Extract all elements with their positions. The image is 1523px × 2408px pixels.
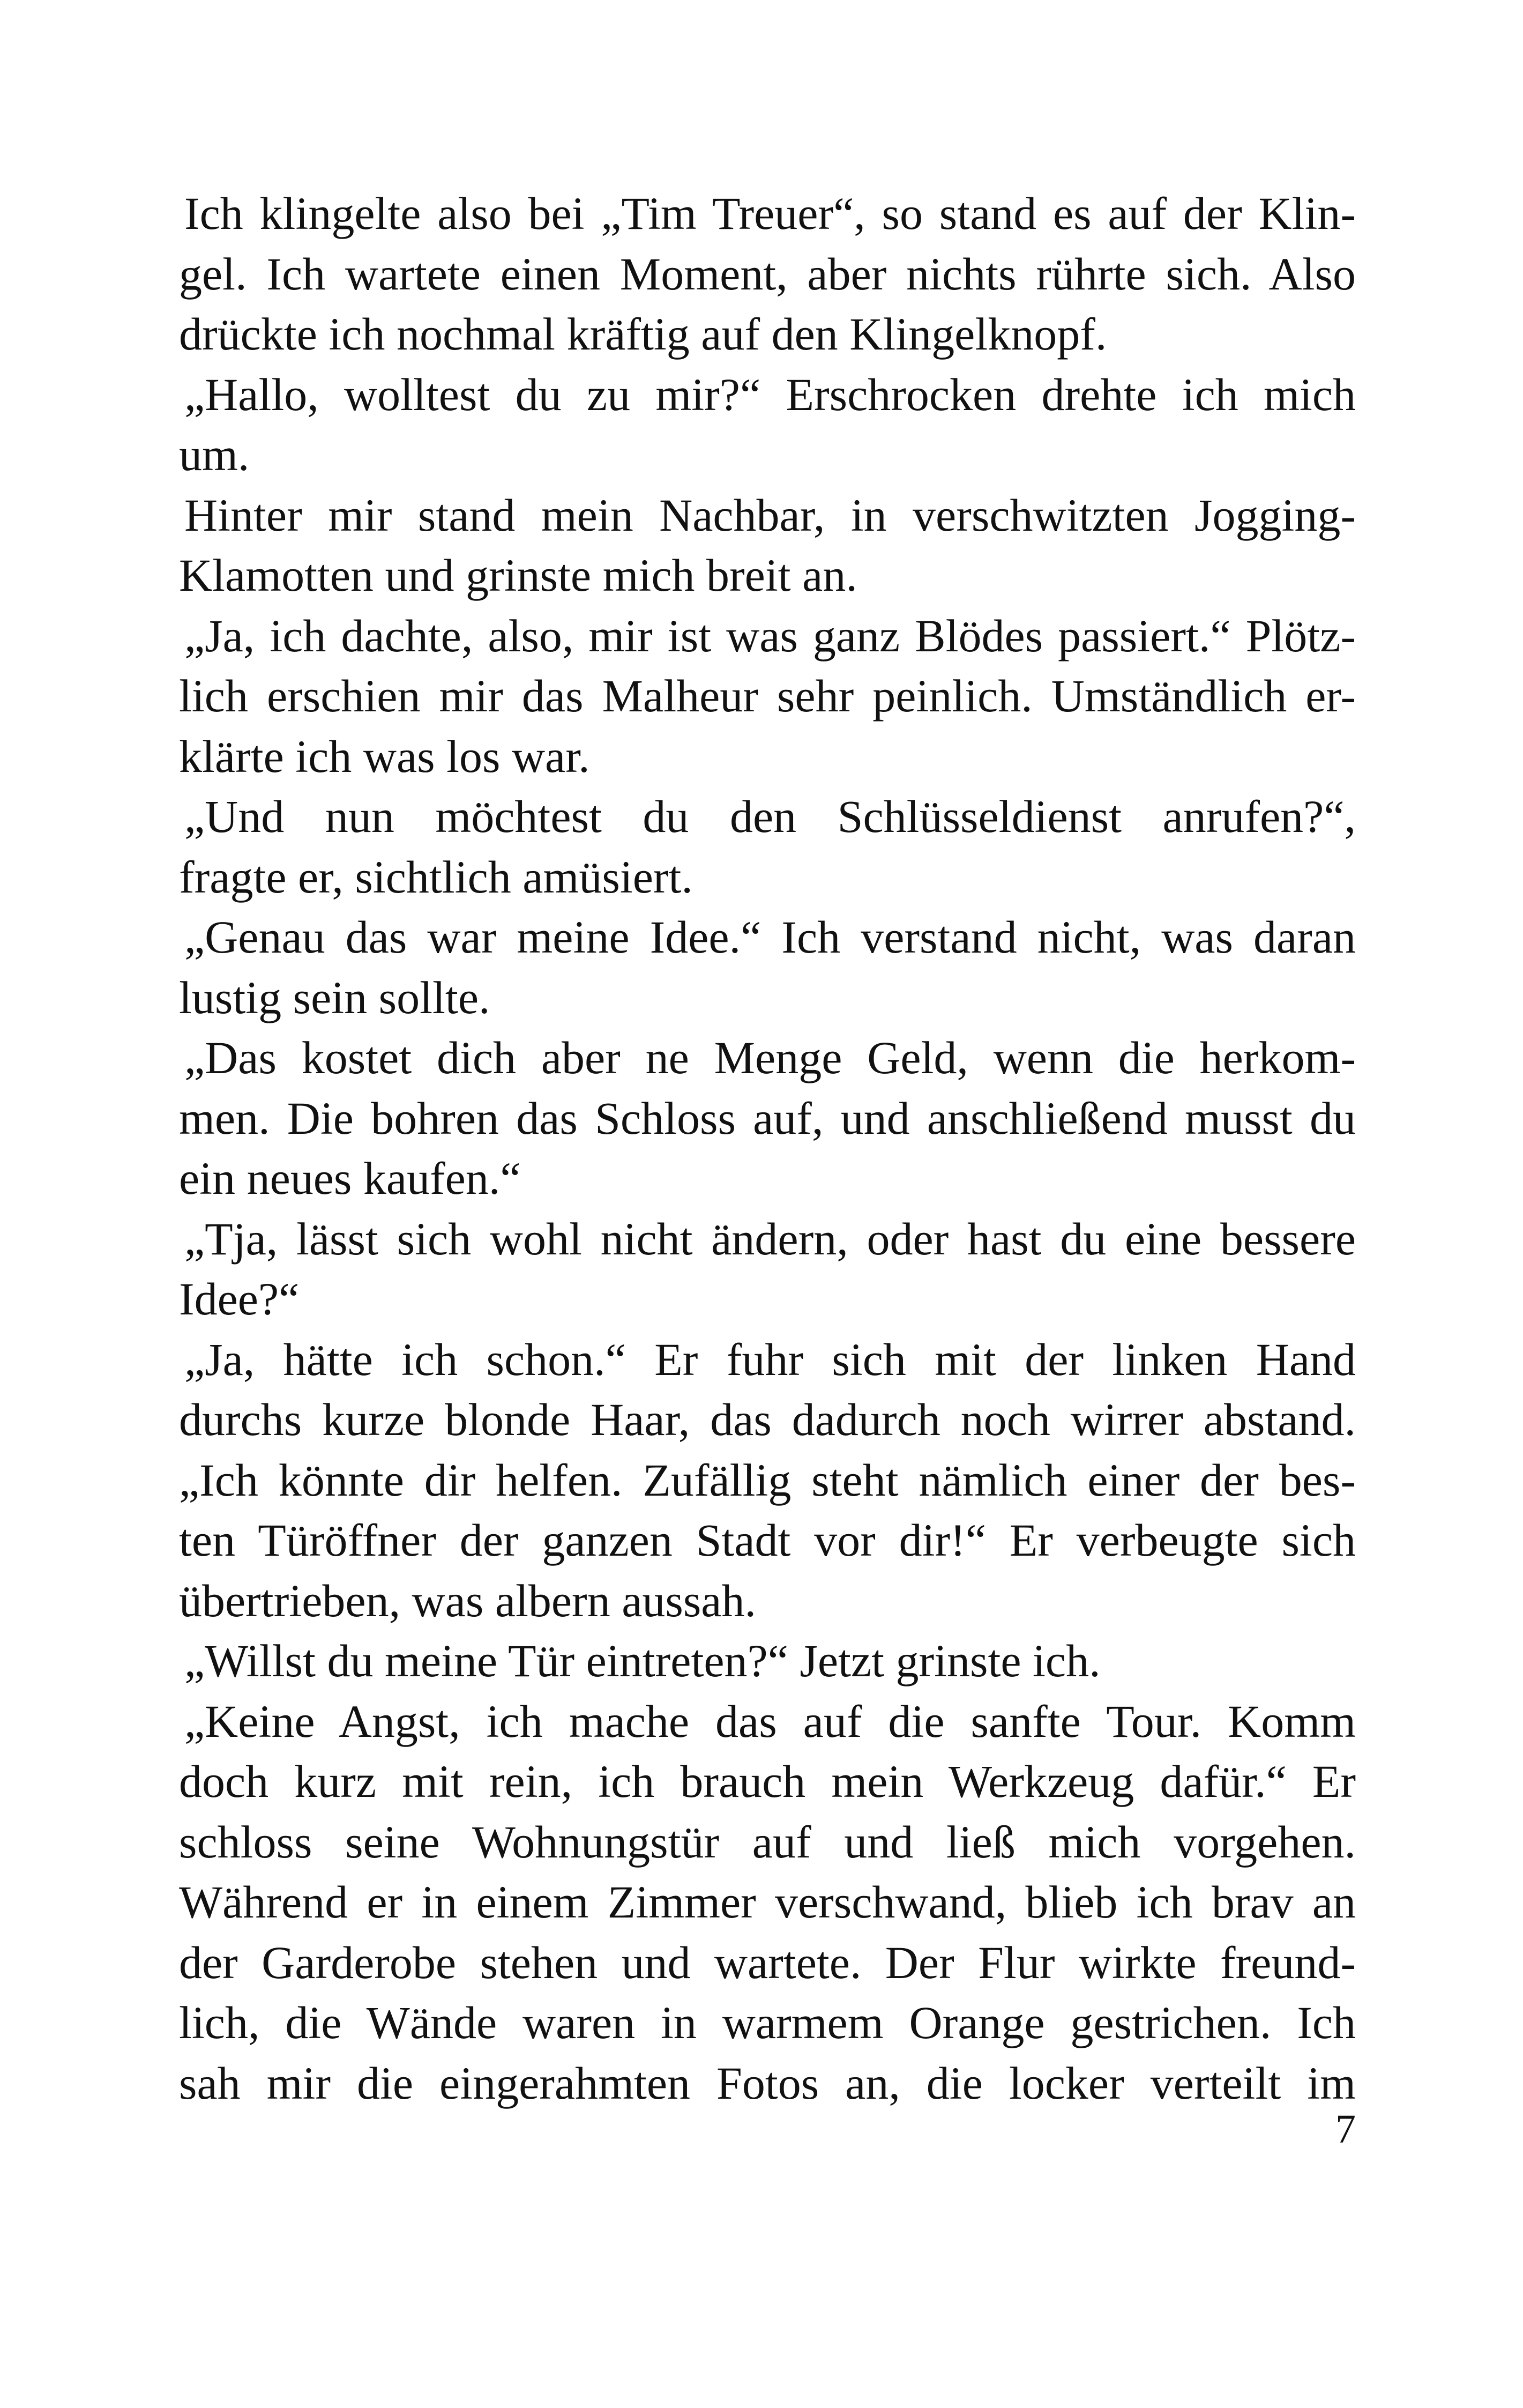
text-line: „Hallo, wolltest du zu mir?“ Erschrocken drehte ich mich	[184, 368, 1356, 420]
text-line: lich erschien mir das Malheur sehr peinlich. Umständlich er-	[179, 670, 1356, 722]
text-line: fragte er, sichtlich amüsiert.	[179, 851, 693, 903]
text-line: Ich klingelte also bei „Tim Treuer“, so stand es auf der Klin-	[184, 188, 1356, 239]
text-line: übertrieben, was albern aussah.	[179, 1574, 756, 1626]
text-line: klärte ich was los war.	[179, 730, 590, 782]
text-line: durchs kurze blonde Haar, das dadurch noch wirrer abstand.	[179, 1394, 1356, 1445]
text-line: „Ich könnte dir helfen. Zufällig steht nämlich einer der bes-	[179, 1454, 1356, 1506]
text-line: lustig sein sollte.	[179, 971, 490, 1023]
text-line: „Ja, ich dachte, also, mir ist was ganz Blödes passiert.“ Plötz-	[184, 610, 1356, 662]
text-line: Während er in einem Zimmer verschwand, blieb ich brav an	[179, 1876, 1356, 1928]
text-line: Idee?“	[179, 1273, 300, 1325]
body-text	[179, 183, 1356, 2113]
text-line: schloss seine Wohnungstür auf und ließ mich vorgehen.	[179, 1816, 1356, 1868]
text-line: sah mir die eingerahmten Fotos an, die locker verteilt im	[179, 2057, 1356, 2109]
page-number: 7	[1335, 2107, 1356, 2152]
text-line: lich, die Wände waren in warmem Orange gestrichen. Ich	[179, 1997, 1356, 2048]
text-line: „Das kostet dich aber ne Menge Geld, wenn die herkom-	[184, 1032, 1356, 1083]
text-line: ten Türöffner der ganzen Stadt vor dir!“ Er verbeugte sich	[179, 1514, 1356, 1566]
text-line: „Ja, hätte ich schon.“ Er fuhr sich mit der linken Hand	[184, 1333, 1356, 1385]
text-line: gel. Ich wartete einen Moment, aber nichts rührte sich. Also	[179, 248, 1356, 300]
text-line: um.	[179, 429, 250, 480]
text-line: drückte ich nochmal kräftig auf den Klingelknopf.	[179, 308, 1107, 360]
text-line: „Und nun möchtest du den Schlüsseldienst anrufen?“,	[184, 791, 1356, 842]
text-line: „Tja, lässt sich wohl nicht ändern, oder hast du eine bessere	[184, 1213, 1356, 1265]
text-line: der Garderobe stehen und wartete. Der Flur wirkte freund-	[179, 1936, 1356, 1988]
text-line: doch kurz mit rein, ich brauch mein Werkzeug dafür.“ Er	[179, 1756, 1356, 1807]
text-line: „Willst du meine Tür eintreten?“ Jetzt grinste ich.	[184, 1635, 1101, 1686]
text-line: Klamotten und grinste mich breit an.	[179, 549, 857, 601]
text-line: Hinter mir stand mein Nachbar, in verschwitzten Jogging-	[184, 489, 1356, 541]
text-line: men. Die bohren das Schloss auf, und anschließend musst du	[179, 1092, 1356, 1144]
text-line: ein neues kaufen.“	[179, 1153, 521, 1204]
text-line: „Genau das war meine Idee.“ Ich verstand nicht, was daran	[184, 911, 1356, 963]
text-line: „Keine Angst, ich mache das auf die sanfte Tour. Komm	[184, 1695, 1356, 1747]
